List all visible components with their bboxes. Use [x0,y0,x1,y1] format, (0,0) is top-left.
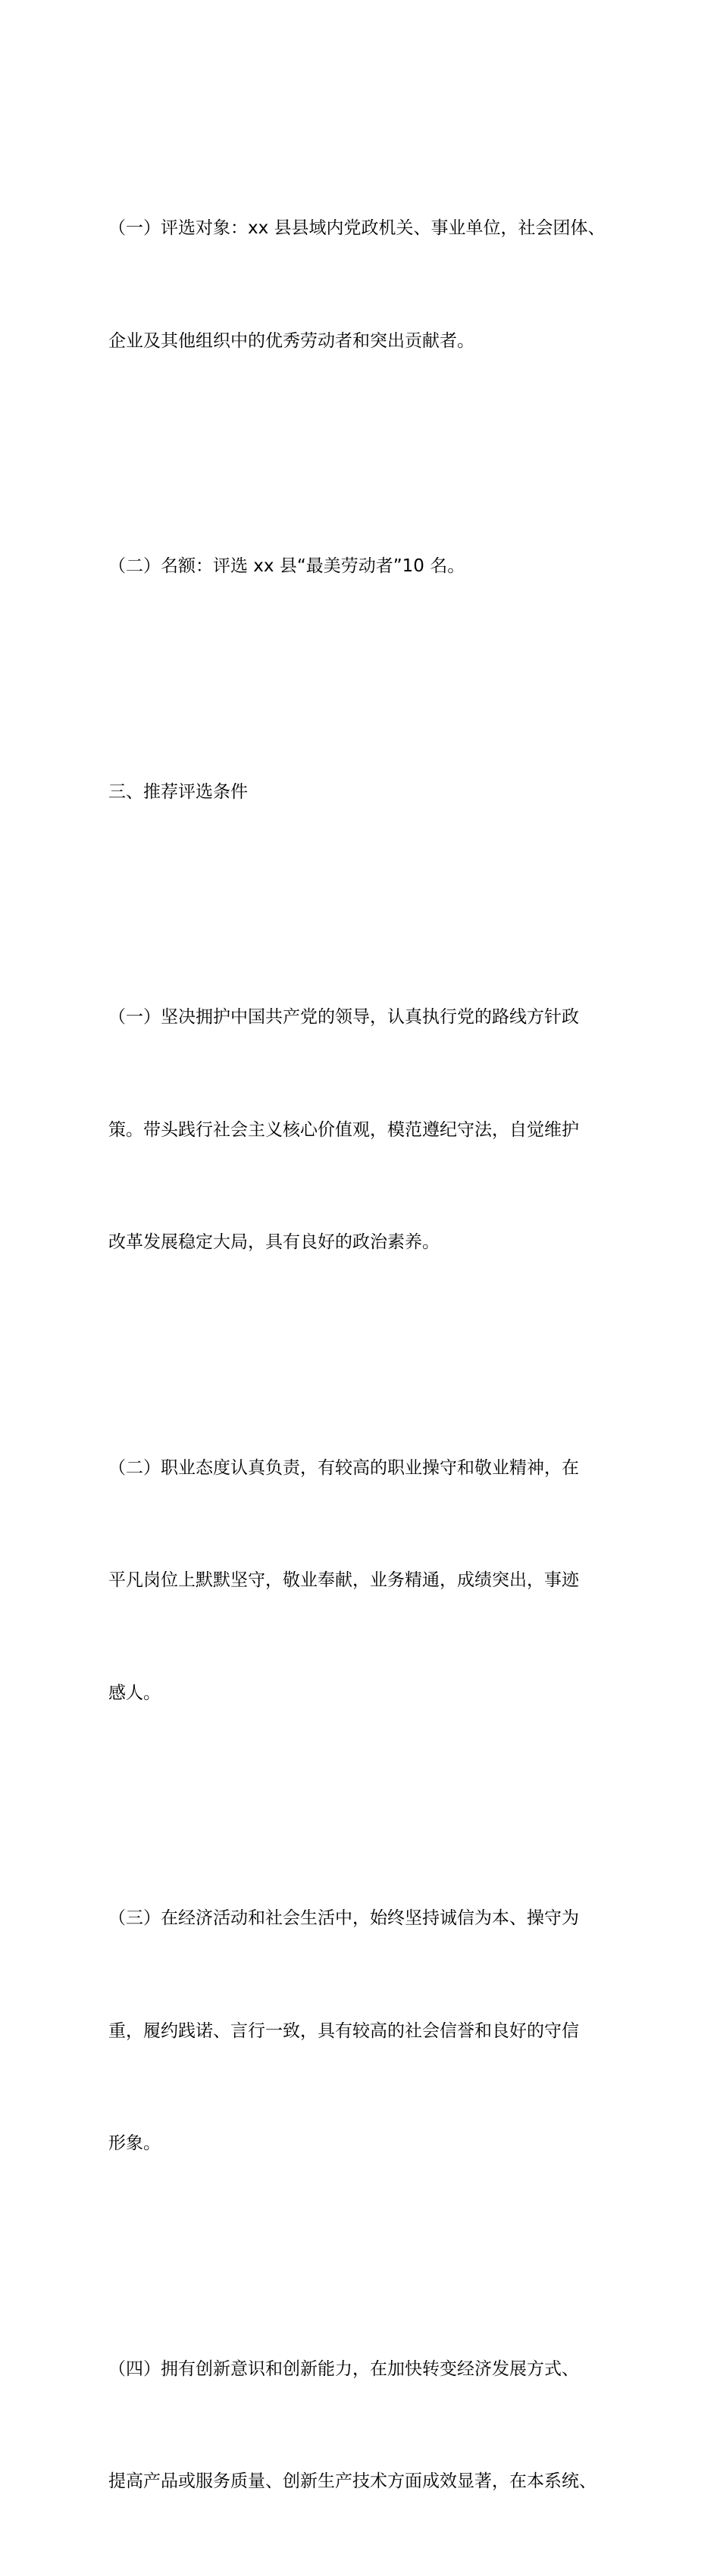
text-line: （一）评选对象：xx 县县域内党政机关、事业单位，社会团体、 [108,218,606,238]
text-line: 企业及其他组织中的优秀劳动者和突出贡献者。 [108,330,474,351]
text-line: （一）坚决拥护中国共产党的领导，认真执行党的路线方针政 [108,1007,579,1027]
text-line: （三）在经济活动和社会生活中，始终坚持诚信为本、操守为 [108,1908,579,1928]
text-line: 策。带头践行社会主义核心价值观，模范遵纪守法，自觉维护 [108,1119,579,1140]
text-line: 提高产品或服务质量、创新生产技术方面成效显著，在本系统、 [108,2471,596,2491]
text-line: （二）职业态度认真负责，有较高的职业操守和敬业精神，在 [108,1457,579,1478]
text-line: （二）名额：评选 xx 县“最美劳动者”10 名。 [108,556,465,576]
paragraph-criterion-1 [108,924,628,1337]
section-heading-criteria [108,699,628,887]
text-line: 三、推荐评选条件 [108,781,248,802]
text-line: 平凡岗位上默默坚守，敬业奉献，业务精通，成绩突出，事迹 [108,1570,579,1590]
text-line: 形象。 [108,2133,161,2153]
text-line: 重，履约践诺、言行一致，具有较高的社会信誉和良好的守信 [108,2020,579,2041]
text-line: 感人。 [108,1682,161,1703]
text-line: 改革发展稳定大局，具有良好的政治素养。 [108,1232,440,1252]
paragraph-criterion-2 [108,1375,628,1788]
document-body [108,135,628,2576]
paragraph-quota [108,473,628,661]
paragraph-selection-target [108,135,628,435]
paragraph-criterion-3 [108,1825,628,2238]
paragraph-criterion-4 [108,2276,628,2576]
text-line: （四）拥有创新意识和创新能力，在加快转变经济发展方式、 [108,2358,579,2379]
